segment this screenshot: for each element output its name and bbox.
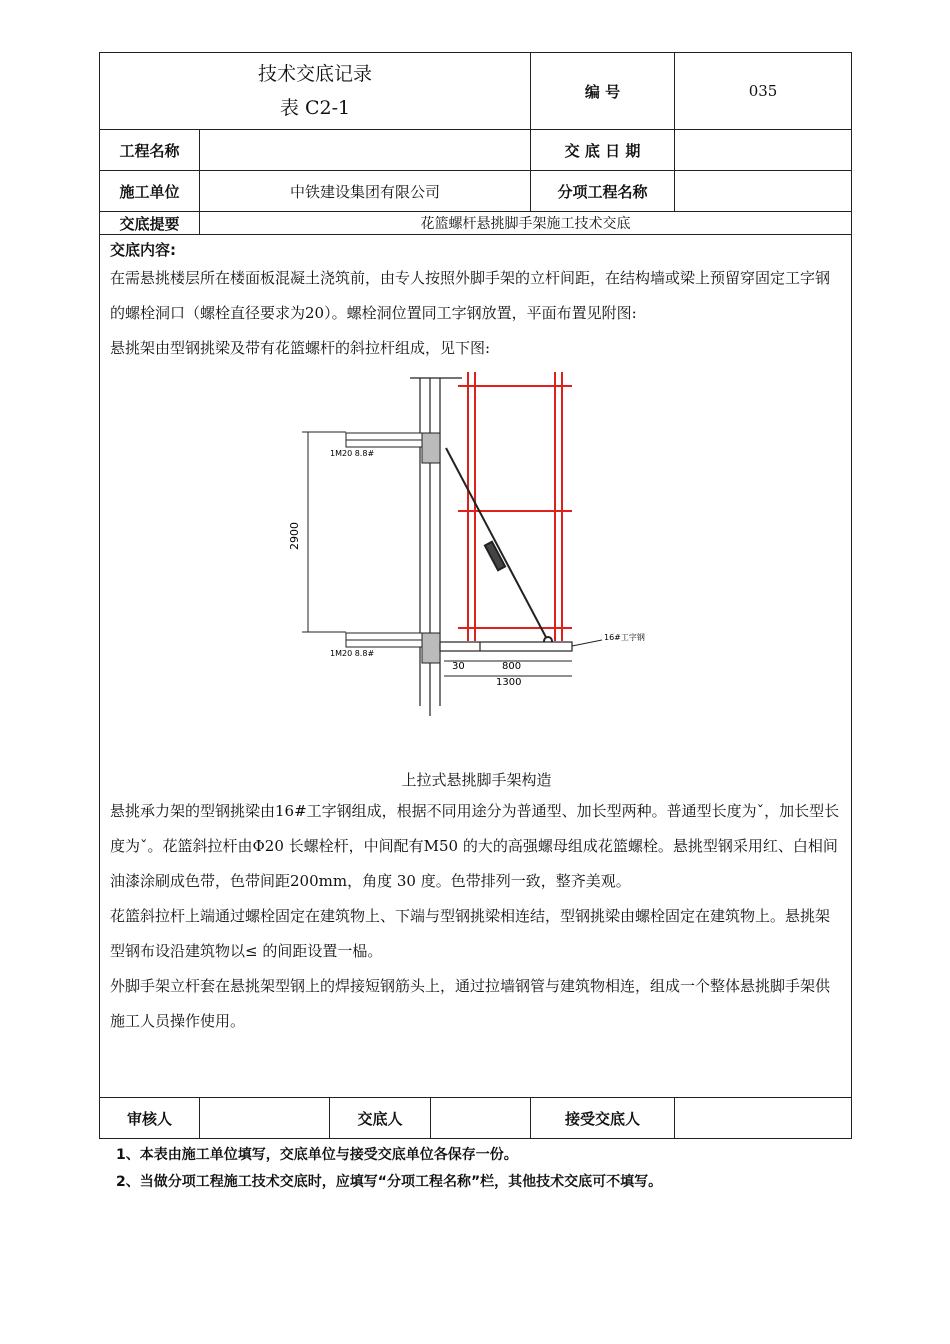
dimension-30: 30	[452, 661, 465, 672]
content-paragraph-5: 外脚手架立杆套在悬挑架型钢上的焊接短钢筋头上，通过拉墙钢管与建筑物相连，组成一个整体悬挑脚手架供施工人员操作使用。	[110, 977, 831, 1030]
record-sheet	[99, 52, 851, 1139]
bolt-label-top: 1M20 8.8#	[330, 449, 375, 458]
receiver-label: 接受交底人	[531, 1098, 675, 1139]
scaffold-diagram	[110, 366, 840, 766]
reviewer-label: 审核人	[100, 1098, 200, 1139]
receiver-value[interactable]	[675, 1098, 852, 1139]
scaffold-frame	[458, 372, 572, 641]
contractor-label: 施工单位	[100, 171, 200, 212]
number-value[interactable]: 035	[675, 53, 852, 130]
date-label: 交 底 日 期	[531, 130, 675, 171]
presenter-value[interactable]	[431, 1098, 531, 1139]
presenter-label: 交底人	[330, 1098, 431, 1139]
project-name-label: 工程名称	[100, 130, 200, 171]
reviewer-value[interactable]	[200, 1098, 330, 1139]
dimension-1300: 1300	[496, 677, 522, 688]
subproject-label: 分项工程名称	[531, 171, 675, 212]
bolt-label-bottom: 1M20 8.8#	[330, 649, 375, 658]
floor-slab-top	[346, 433, 440, 463]
footnote-2: 2、当做分项工程施工技术交底时，应填写“分项工程名称”栏，其他技术交底可不填写。	[116, 1174, 663, 1190]
height-dimension	[302, 432, 346, 632]
footnotes	[116, 1142, 662, 1196]
project-name-value[interactable]	[200, 130, 531, 171]
floor-slab-bottom	[346, 633, 440, 663]
scaffold-figure	[110, 366, 843, 766]
form-number: 表 C2-1	[279, 97, 351, 119]
subproject-value[interactable]	[675, 171, 852, 212]
contractor-value[interactable]: 中铁建设集团有限公司	[200, 171, 531, 212]
page-title: 技术交底记录	[258, 63, 373, 85]
title-cell	[100, 53, 531, 130]
content-paragraph-1: 在需悬挑楼层所在楼面板混凝土浇筑前，由专人按照外脚手架的立杆间距，在结构墙或梁上预留穿固定工字钢的螺栓洞口（螺栓直径要求为20）。螺栓洞位置同工字钢放置，平面布置见附图:	[110, 269, 831, 322]
number-label: 编 号	[531, 53, 675, 130]
content-paragraph-4: 花篮斜拉杆上端通过螺栓固定在建筑物上、下端与型钢挑梁相连结，型钢挑梁由螺栓固定在建筑物上。悬挑架型钢布设沿建筑物以≤ 的间距设置一榀。	[110, 907, 831, 960]
date-value[interactable]	[675, 130, 852, 171]
content-paragraph-2: 悬挑架由型钢挑梁及带有花篮螺杆的斜拉杆组成，见下图:	[110, 339, 491, 357]
record-table	[99, 52, 852, 1139]
summary-label: 交底提要	[100, 212, 200, 235]
beam-label: 16#工字钢	[604, 633, 645, 642]
figure-caption: 上拉式悬挑脚手架构造	[401, 771, 552, 789]
footnote-1: 1、本表由施工单位填写，交底单位与接受交底单位各保存一份。	[116, 1147, 518, 1163]
tie-rod	[446, 448, 552, 645]
content-heading: 交底内容:	[110, 241, 176, 259]
content-cell	[100, 235, 852, 1098]
steel-beam	[440, 642, 572, 651]
height-dimension-label: 2900	[288, 522, 301, 550]
content-paragraph-3: 悬挑承力架的型钢挑梁由16#工字钢组成，根据不同用途分为普通型、加长型两种。普通型长度为ˇ，加长型长度为ˇ。花篮斜拉杆由Φ20 长螺栓杆，中间配有M50 的大的高强螺母组成花篮螺栓。悬挑型钢采用红、白相间油漆涂刷成色带，色带间距200mm，角度 30 度。色带排列一致，整齐美观。	[110, 802, 840, 890]
dimension-800: 800	[502, 661, 522, 672]
summary-value[interactable]: 花篮螺杆悬挑脚手架施工技术交底	[200, 212, 852, 235]
